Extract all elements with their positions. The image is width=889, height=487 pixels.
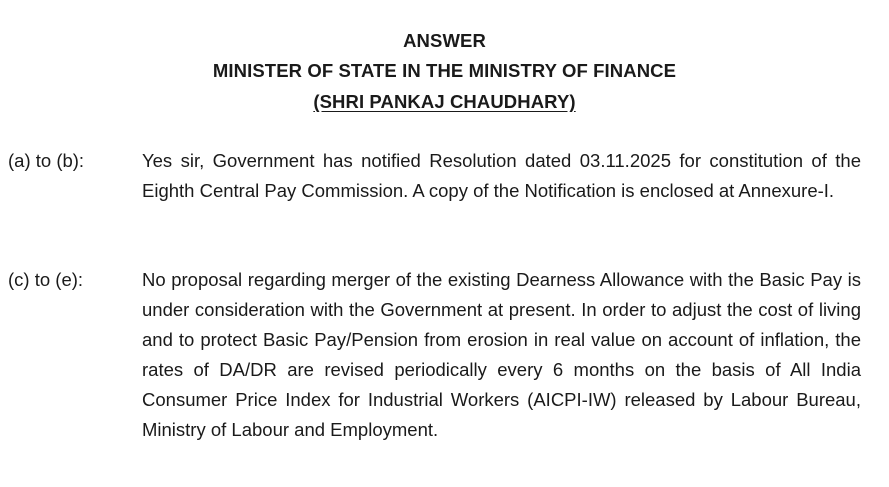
answer-label: (a) to (b):: [8, 150, 85, 171]
minister-title: MINISTER OF STATE IN THE MINISTRY OF FINANCE: [212, 60, 677, 81]
answer-text: No proposal regarding merger of the existing Dearness Allowance with the Basic Pay is under consideration with the Government at present. In order to adjust the cost of living and to protect Basic Pay/Pension from erosion in real value on account of inflation, the rates of DA/DR are revised periodically every 6 months on the basis of All India Consumer Price Index for Industrial Workers (AICPI-IW) released by Labour Bureau, Ministry of Labour and Employment.: [142, 269, 861, 440]
answer-heading: ANSWER: [403, 30, 486, 51]
minister-name: (SHRI PANKAJ CHAUDHARY): [313, 91, 576, 112]
answer-label: (c) to (e):: [8, 269, 84, 290]
answer-text: Yes sir, Government has notified Resolution dated 03.11.2025 for constitution of the Eighth Central Pay Commission. A copy of the Notification is enclosed at Annexure-I.: [142, 150, 861, 201]
